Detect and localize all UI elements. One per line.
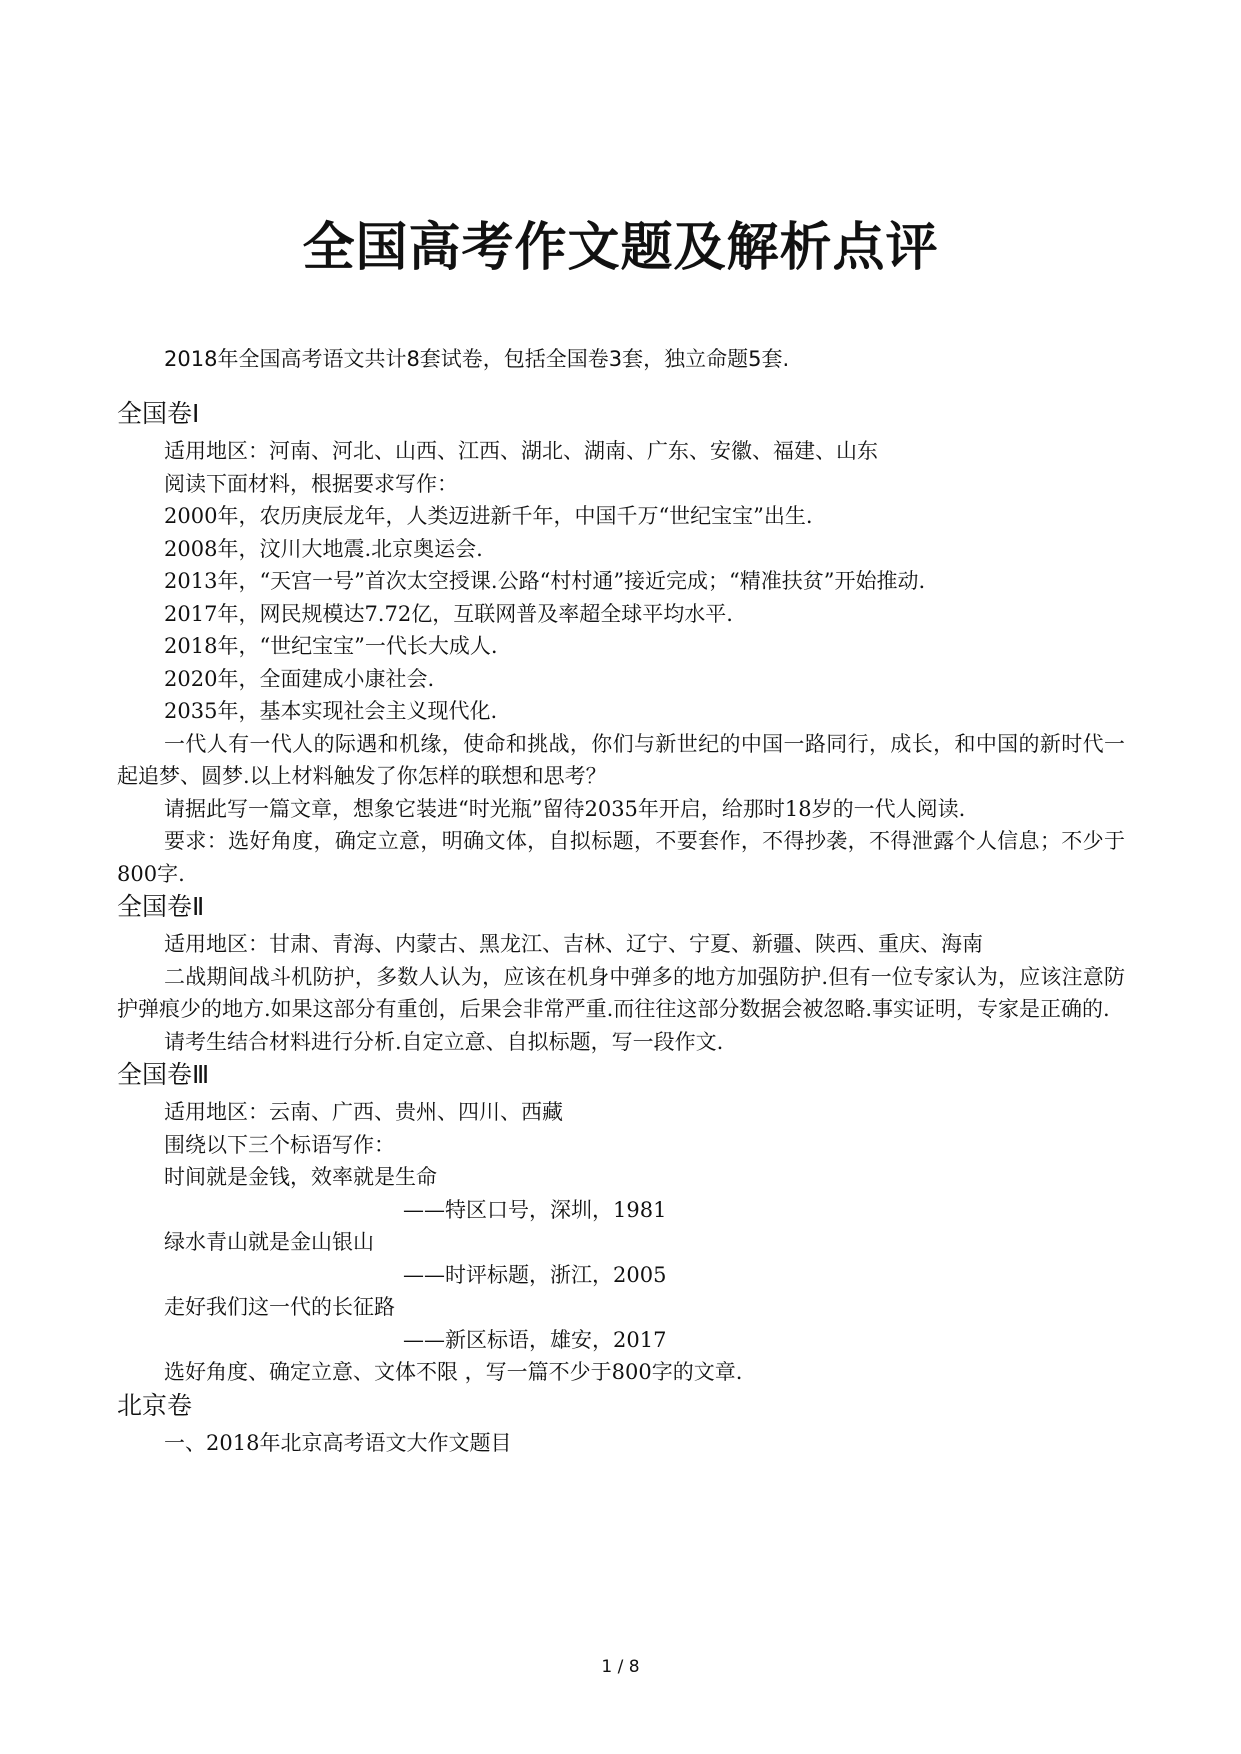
section-national-paper-1 [117,397,1125,890]
task-paragraph: 请考生结合材料进行分析.自定立意、自拟标题，写一段作文. [164,1029,724,1054]
slogan-text: 走好我们这一代的长征路 [164,1295,395,1319]
section-national-paper-2 [117,890,1125,1058]
intro-paragraph: 2018年全国高考语文共计8套试卷，包括全国卷3套，独立命题5套. [164,347,790,371]
document-title: 全国高考作文题及解析点评 [302,217,939,278]
page-number: 1 / 8 [601,1657,640,1677]
material-line: 2020年，全面建成小康社会. [164,666,435,691]
prompt-instruction: 阅读下面材料，根据要求写作： [164,471,458,496]
material-line: 2035年，基本实现社会主义现代化. [164,699,498,723]
material-line: 2017年，网民规模达7.72亿，互联网普及率超全球平均水平. [164,601,733,626]
requirements-paragraph: 选好角度、确定立意、文体不限 ，写一篇不少于800字的文章. [164,1360,743,1384]
section-heading: 全国卷Ⅰ [117,399,200,428]
material-line: 2013年，“天宫一号”首次太空授课.公路“村村通”接近完成；“精准扶贫”开始推动. [164,569,926,593]
section-national-paper-3 [117,1058,1125,1389]
section-heading: 全国卷Ⅱ [117,892,205,921]
applicable-regions: 适用地区：甘肃、青海、内蒙古、黑龙江、吉林、辽宁、宁夏、新疆、陕西、重庆、海南 [164,932,983,956]
slogan-text: 绿水青山就是金山银山 [164,1230,374,1254]
task-paragraph: 请据此写一篇文章，想象它装进“时光瓶”留待2035年开启，给那时18岁的一代人阅读. [164,796,966,821]
document-body [117,397,1125,1459]
requirements-paragraph: 要求：选好角度，确定立意，明确文体，自拟标题，不要套作，不得抄袭，不得泄露个人信息；不少于800字. [117,829,1125,886]
material-paragraph: 二战期间战斗机防护，多数人认为，应该在机身中弹多的地方加强防护.但有一位专家认为，应该注意防护弹痕少的地方.如果这部分有重创，后果会非常严重.而往往这部分数据会被忽略.事实证明，专家是正确的. [117,964,1125,1021]
material-line: 2008年，汶川大地震.北京奥运会. [164,536,483,561]
subsection-title: 一、2018年北京高考语文大作文题目 [164,1430,512,1455]
section-heading: 全国卷Ⅲ [117,1060,210,1089]
applicable-regions: 适用地区：河南、河北、山西、江西、湖北、湖南、广东、安徽、福建、山东 [164,439,878,463]
section-beijing-paper [117,1389,1125,1460]
material-line: 2000年，农历庚辰龙年，人类迈进新千年，中国千万“世纪宝宝”出生. [164,504,813,528]
material-line: 2018年，“世纪宝宝”一代长大成人. [164,634,498,658]
slogan-source: ——新区标语，雄安，2017 [403,1327,667,1352]
applicable-regions: 适用地区：云南、广西、贵州、四川、西藏 [164,1100,563,1124]
prompt-instruction: 围绕以下三个标语写作： [164,1132,395,1157]
material-paragraph: 一代人有一代人的际遇和机缘，使命和挑战，你们与新世纪的中国一路同行，成长，和中国的新时代一起追梦、圆梦.以上材料触发了你怎样的联想和思考？ [117,731,1125,788]
slogan-source: ——特区口号，深圳，1981 [403,1197,667,1222]
slogan-source: ——时评标题，浙江，2005 [403,1262,667,1287]
section-heading: 北京卷 [117,1390,193,1420]
slogan-text: 时间就是金钱，效率就是生命 [164,1165,437,1189]
